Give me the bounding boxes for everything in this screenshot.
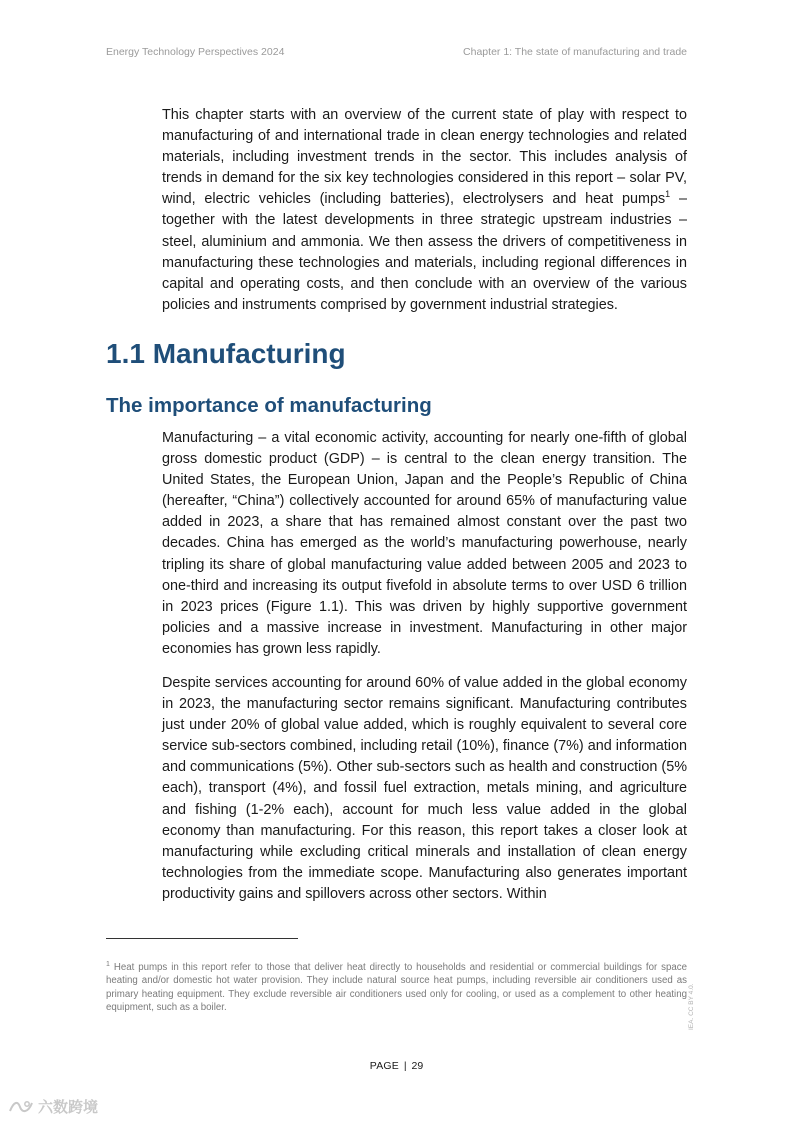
body-paragraph-1 — [162, 428, 687, 660]
paragraph-text: Despite services accounting for around 60% of value added in the global economy in 2023, the manufacturing sector remains significant. Manufacturing contributes just under 20% of global value added, which is roughly equivalent to several core service sub-sectors combined, including retail (10%), finance (7%) and information and communications (5%). Other sub-sectors such as health and construction (5% each), transport (4%), and fossil fuel extraction, metals mining, and agriculture and fishing (1-2% each), account for much less value added in the global economy than manufacturing. For this reason, this report takes a closer look at manufacturing while excluding critical minerals and installation of clean energy technologies from the immediate scope. Manufacturing also generates important productivity gains and spillovers across other sectors. Within — [162, 675, 687, 902]
footnote-reference[interactable]: 1 — [665, 189, 671, 200]
intro-text-part1: This chapter starts with an overview of the current state of play with respect to manufacturing of and international trade in clean energy technologies and related materials, including investment trends in the sector. This includes analysis of trends in demand for the six key technologies considered in this report – solar PV, wind, electric vehicles (including batteries), electrolysers and heat pumps — [162, 107, 687, 208]
running-header — [106, 46, 687, 58]
paragraph-text: Manufacturing – a vital economic activity, accounting for nearly one-fifth of global gross domestic product (GDP) – is central to the clean energy transition. The United States, the European Union, Japan and the People’s Republic of China (hereafter, “China”) collectively accounted for around 65% of manufacturing value added in 2023, a share that has remained almost constant over the past two decades. China has emerged as the world’s manufacturing powerhouse, nearly tripling its share of global manufacturing value added between 2005 and 2023 to one-third and increasing its output fivefold in absolute terms to over USD 6 trillion in 2023 prices (Figure 1.1). This was driven by highly supportive government policies and a massive increase in investment. Manufacturing in other major economies has grown less rapidly. — [162, 430, 687, 657]
header-document-title: Energy Technology Perspectives 2024 — [106, 46, 285, 58]
page-number-value: 29 — [411, 1060, 424, 1072]
body-paragraph-2 — [162, 673, 687, 905]
intro-text-part2: – together with the latest developments in three strategic upstream industries – steel, aluminium and ammonia. We then assess the drivers of competitiveness in manufacturing these technologies and materials, including regional differences in capital and operating costs, and then conclude with an overview of the various policies and instruments comprised by government industrial strategies. — [162, 191, 687, 313]
watermark-logo-icon — [8, 1099, 34, 1115]
footnote — [106, 961, 687, 1015]
intro-paragraph — [162, 105, 687, 316]
page-label: PAGE — [369, 1060, 399, 1072]
page-number — [0, 1060, 793, 1072]
section-heading: 1.1 Manufacturing — [106, 338, 346, 369]
watermark — [8, 1096, 98, 1117]
license-notice: IEA. CC BY 4.0. — [688, 983, 695, 1030]
watermark-text: 六数跨境 — [38, 1099, 99, 1116]
footnote-divider — [106, 938, 298, 939]
footnote-marker: 1 — [106, 960, 110, 968]
subsection-heading: The importance of manufacturing — [106, 394, 432, 417]
footnote-text: Heat pumps in this report refer to those that deliver heat directly to households and residential or commercial buildings for space heating and/or domestic hot water provision. They include natural source heat pumps, including reversible air conditioners used as primary heating equipment. They exclude reversible air conditioners used only for cooling, or used as a complement to other heating equipment, such as a boiler. — [106, 962, 687, 1014]
page-separator: | — [403, 1060, 407, 1072]
header-chapter-title: Chapter 1: The state of manufacturing and trade — [463, 46, 687, 58]
